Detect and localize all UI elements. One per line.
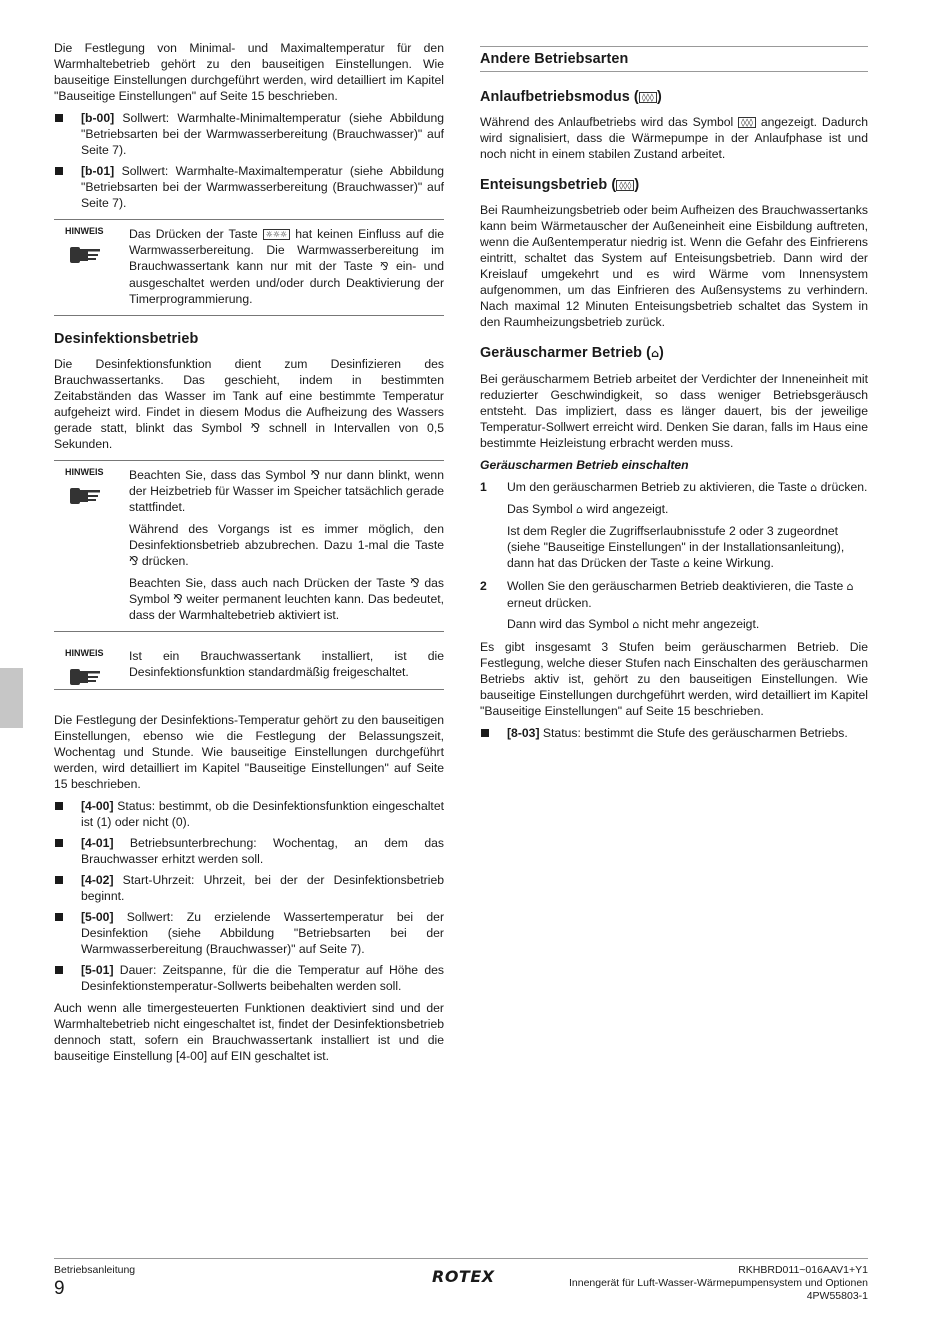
note-box bbox=[54, 460, 444, 632]
subheading-quiet-on: Geräuscharmen Betrieb einschalten bbox=[480, 458, 689, 472]
list-item bbox=[54, 163, 444, 211]
step-fragment: wird angezeigt. bbox=[583, 502, 669, 516]
doc-type: Betriebsanleitung bbox=[54, 1264, 136, 1276]
quiet-mode-icon: ⌂ bbox=[846, 580, 854, 593]
footer-right bbox=[569, 1264, 868, 1303]
square-bullet-icon bbox=[55, 839, 63, 847]
step-fragment: nicht mehr angezeigt. bbox=[639, 617, 760, 631]
step-fragment: Das Symbol bbox=[507, 502, 577, 516]
setting-text: Status: bestimmt die Stufe des geräuscharmen Betriebs. bbox=[539, 726, 848, 740]
heading-text: ) bbox=[656, 89, 662, 105]
right-column bbox=[480, 40, 868, 747]
list-item bbox=[54, 909, 444, 957]
page-number: 9 bbox=[54, 1278, 65, 1299]
rotex-logo: ROTEX bbox=[432, 1267, 495, 1286]
note-label-text: HINWEIS bbox=[65, 467, 104, 477]
square-bullet-icon bbox=[481, 729, 489, 737]
left-column bbox=[54, 40, 444, 1070]
step-fragment: Dann wird das Symbol bbox=[507, 617, 633, 631]
setting-code: [b-00] bbox=[81, 111, 115, 125]
step-text bbox=[507, 523, 868, 572]
hot-water-symbol: ⅋ bbox=[380, 260, 389, 273]
quiet-steps bbox=[480, 479, 868, 633]
paragraph-text: angezeigt. Dadurch wird signalisiert, dass die Wärmepumpe in der Anlaufphase ist und noch nicht in einem stabilen Zustand arbeitet. bbox=[480, 115, 868, 161]
list-item bbox=[54, 110, 444, 158]
note-text: hat keinen Einfluss auf die Warmwasserbereitung. Die Warmwasserbereitung im Brauchwassertank kann nur mit der Taste bbox=[129, 227, 444, 273]
step-fragment: Um den geräuscharmen Betrieb zu aktivieren, die Taste bbox=[507, 480, 811, 494]
step-number: 2 bbox=[480, 579, 487, 593]
quiet-mode-icon: ⌂ bbox=[651, 347, 660, 360]
note-label bbox=[54, 648, 129, 687]
note-paragraph: Während des Vorgangs ist es immer möglich, den Desinfektionsbetrieb abzubrechen. Dazu 1-mal die Taste ⅋ drücken. bbox=[129, 522, 444, 568]
setting-code: [4-02] bbox=[81, 873, 114, 887]
quiet-paragraph: Bei geräuscharmem Betrieb arbeitet der Verdichter der Inneneinheit mit reduzierter Geschwindigkeit, so dass weniger Betriebsgeräusch entsteht. Das impliziert, dass es länger dauert, bis der jeweilige Temperatur-Sollwert erreicht wird. Denken Sie daran, falls im Haus eine bestimmte Heizleistung erbracht werden muss. bbox=[480, 372, 868, 450]
square-bullet-icon bbox=[55, 802, 63, 810]
note-label-text: HINWEIS bbox=[65, 648, 104, 658]
startup-symbol: ◊◊◊ bbox=[639, 92, 657, 103]
setting-text: Dauer: Zeitspanne, für die die Temperatur auf Höhe des Desinfektionstemperatur-Sollwerts beibehalten werden soll. bbox=[81, 963, 444, 993]
square-bullet-icon bbox=[55, 114, 63, 122]
note-body bbox=[129, 467, 444, 629]
quiet-mode-icon: ⌂ bbox=[576, 503, 584, 516]
note-label-text: HINWEIS bbox=[65, 226, 104, 236]
disinfection-paragraph: Die Desinfektionsfunktion dient zum Desinfizieren des Brauchwassertanks. Das geschieht, indem in bestimmten Zeitabständen das Wasser im Tank auf eine bestimmte Temperatur aufgeheizt wird. Findet in diesem Modus die Aufheizung des Wassers gerade statt, blinkt das Symbol ⅋ schnell in Intervallen von 0,5 Sekunden. bbox=[54, 357, 444, 451]
note-text: ein- und ausgeschaltet werden und/oder durch Deaktivierung der Timerprogrammierung. bbox=[129, 259, 444, 306]
defrost-paragraph: Bei Raumheizungsbetrieb oder beim Aufheizen des Brauchwassertanks kann beim Wärmetauscher der Außeneinheit eine Eisbildung auftreten, wenn die Außentemperatur niedrig ist. Wenn die Gefahr des Einfrierens eintritt, schaltet das System auf Enteisungsbetrieb. Dann wird der Kreislauf umgekehrt und es wird Wärme vom Innensystem aufgenommen, um das Einfrieren des Außensystems zu verhindern. Nach maximal 12 Minuten Enteisungsbetrieb schaltet das System in den Raumheizungsbetrieb zurück. bbox=[480, 203, 868, 329]
note-paragraph: Beachten Sie, dass das Symbol ⅋ nur dann blinkt, wenn der Heizbetrieb für Wasser im Speicher tatsächlich gerade stattfindet. bbox=[129, 468, 444, 514]
settings-list-desinfektion bbox=[54, 798, 444, 994]
heading-text: Enteisungsbetrieb ( bbox=[480, 177, 617, 193]
note-body bbox=[129, 648, 444, 687]
step-fragment: Wollen Sie den geräuscharmen Betrieb deaktivieren, die Taste bbox=[507, 579, 847, 593]
note-paragraph: Beachten Sie, dass auch nach Drücken der Taste ⅋ das Symbol ⅋ weiter permanent leuchten kann. Das bedeutet, dass der Warmhaltebetrieb aktiviert ist. bbox=[129, 576, 444, 622]
list-item bbox=[54, 872, 444, 904]
page-footer bbox=[54, 1258, 868, 1302]
disinfection-settings-intro: Die Festlegung der Desinfektions-Temperatur gehört zu den bauseitigen Einstellungen, ebenso wie die Festlegung der Belassungszeit, Wochentag und Stunde. Wie bauseitige Einstellungen durchgeführt werden, wird detailliert im Kapitel "Bauseitige Einstellungen" auf Seite 15 beschrieben. bbox=[54, 713, 444, 791]
setting-text: Status: bestimmt, ob die Desinfektionsfunktion eingeschaltet ist (1) oder nicht (0). bbox=[81, 799, 444, 829]
model-number: RKHBRD011~016AAV1+Y1 bbox=[738, 1264, 868, 1276]
step-fragment: keine Wirkung. bbox=[689, 556, 774, 570]
pointing-hand-icon bbox=[68, 665, 102, 687]
list-item bbox=[54, 835, 444, 867]
setting-text: Betriebsunterbrechung: Wochentag, an dem das Brauchwasser erhitzt werden soll. bbox=[81, 836, 444, 866]
quiet-levels-paragraph: Es gibt insgesamt 3 Stufen beim geräuscharmen Betrieb. Die Festlegung, welche dieser Stufen nach Einschalten des geräuscharmen Betriebs aktiv ist, gehört zu den bauseitigen Einstellungen. Wie bauseitige Einstellungen durchgeführt werden, wird detailliert im Kapitel "Bauseitige Einstellungen" auf Seite 15 beschrieben. bbox=[480, 640, 868, 718]
note-body bbox=[129, 226, 444, 313]
setting-code: [5-01] bbox=[81, 963, 114, 977]
setting-text: Sollwert: Warmhalte-Minimaltemperatur (siehe Abbildung "Betriebsarten bei der Warmwasserbereitung (Brauchwasser)" auf Seite 7). bbox=[81, 111, 444, 157]
heading-quiet-mode bbox=[480, 344, 868, 363]
defrost-symbol: ◊◊◊ bbox=[616, 180, 634, 191]
chapter-tab bbox=[0, 668, 23, 728]
step-fragment: drücken. bbox=[817, 480, 868, 494]
quiet-mode-icon: ⌂ bbox=[810, 481, 818, 494]
note-box bbox=[54, 219, 444, 316]
square-bullet-icon bbox=[55, 966, 63, 974]
product-description: Innengerät für Luft-Wasser-Wärmepumpensystem und Optionen bbox=[569, 1277, 868, 1289]
intro-paragraph: Die Festlegung von Minimal- und Maximaltemperatur für den Warmhaltebetrieb gehört zu den bauseitigen Einstellungen. Wie bauseitige Einstellungen durchgeführt werden, wird detailliert im Kapitel "Bauseitige Einstellungen" auf Seite 15 beschrieben. bbox=[54, 41, 444, 103]
step-number: 1 bbox=[480, 480, 487, 494]
note-box bbox=[54, 642, 444, 690]
heading-startup-mode bbox=[480, 88, 868, 106]
note-label bbox=[54, 467, 129, 629]
square-bullet-icon bbox=[55, 167, 63, 175]
step-text bbox=[507, 479, 868, 496]
square-bullet-icon bbox=[55, 876, 63, 884]
pointing-hand-icon bbox=[68, 484, 102, 506]
footer-left bbox=[54, 1264, 135, 1300]
setting-text: Sollwert: Warmhalte-Maximaltemperatur (siehe Abbildung "Betriebsarten bei der Warmwasserbereitung (Brauchwasser)" auf Seite 7). bbox=[81, 164, 444, 210]
square-bullet-icon bbox=[55, 913, 63, 921]
step-fragment: Ist dem Regler die Zugriffserlaubnisstufe 2 oder 3 zugeordnet (siehe "Bauseitige Einstellungen" in der Installationsanleitung), dann hat das Drücken der Taste bbox=[507, 524, 845, 570]
setting-code: [5-00] bbox=[81, 910, 114, 924]
setting-code: [4-00] bbox=[81, 799, 114, 813]
step-text bbox=[507, 501, 868, 518]
setting-text: Sollwert: Zu erzielende Wassertemperatur bei der Desinfektion (siehe Abbildung "Betriebsarten bei der Warmwasserbereitung (Brauchwasser)" auf Seite 7). bbox=[81, 910, 444, 956]
step-text bbox=[507, 578, 868, 611]
list-item bbox=[54, 962, 444, 994]
setting-code: [8-03] bbox=[507, 726, 540, 740]
section-heading-other-modes: Andere Betriebsarten bbox=[480, 46, 868, 72]
setting-text: Start-Uhrzeit: Uhrzeit, bei der der Desinfektionsbetrieb beginnt. bbox=[81, 873, 444, 903]
quiet-mode-icon: ⌂ bbox=[682, 557, 690, 570]
step-item bbox=[480, 479, 868, 572]
pointing-hand-icon bbox=[68, 243, 102, 265]
settings-list-warmhalte bbox=[54, 110, 444, 211]
note-paragraph bbox=[129, 226, 444, 307]
note-label bbox=[54, 226, 129, 313]
heading-text: Geräuscharmer Betrieb ( bbox=[480, 345, 652, 361]
quiet-mode-icon: ⌂ bbox=[632, 618, 640, 631]
heading-text: Anlaufbetriebsmodus ( bbox=[480, 89, 639, 105]
outro-paragraph: Auch wenn alle timergesteuerten Funktionen deaktiviert sind und der Warmhaltebetrieb nicht eingeschaltet ist, findet der Desinfektionsbetrieb dennoch statt, sofern ein Brauchwassertank installiert ist und die bauseitige Einstellung [4-00] auf EIN geschaltet ist. bbox=[54, 1001, 444, 1063]
step-text bbox=[507, 616, 868, 633]
paragraph-text: Während des Anlaufbetriebs wird das Symbol bbox=[480, 115, 739, 129]
heading-text: ) bbox=[634, 177, 640, 193]
water-button-symbol: ☼☼☼ bbox=[263, 229, 291, 240]
section-heading-desinfektion: Desinfektionsbetrieb bbox=[54, 331, 199, 347]
heading-text: ) bbox=[659, 345, 664, 361]
heading-defrost-mode bbox=[480, 176, 868, 194]
setting-code: [b-01] bbox=[81, 164, 115, 178]
doc-code: 4PW55803-1 bbox=[806, 1290, 868, 1302]
list-item bbox=[480, 725, 868, 741]
startup-paragraph bbox=[480, 114, 868, 162]
settings-list-quiet bbox=[480, 725, 868, 741]
note-paragraph: Ist ein Brauchwassertank installiert, ist die Desinfektionsfunktion standardmäßig freigeschaltet. bbox=[129, 649, 444, 679]
setting-code: [4-01] bbox=[81, 836, 114, 850]
list-item bbox=[54, 798, 444, 830]
step-fragment: erneut drücken. bbox=[507, 596, 592, 610]
step-item bbox=[480, 578, 868, 633]
note-text: Das Drücken der Taste bbox=[129, 227, 263, 241]
startup-symbol: ◊◊◊ bbox=[738, 117, 756, 128]
